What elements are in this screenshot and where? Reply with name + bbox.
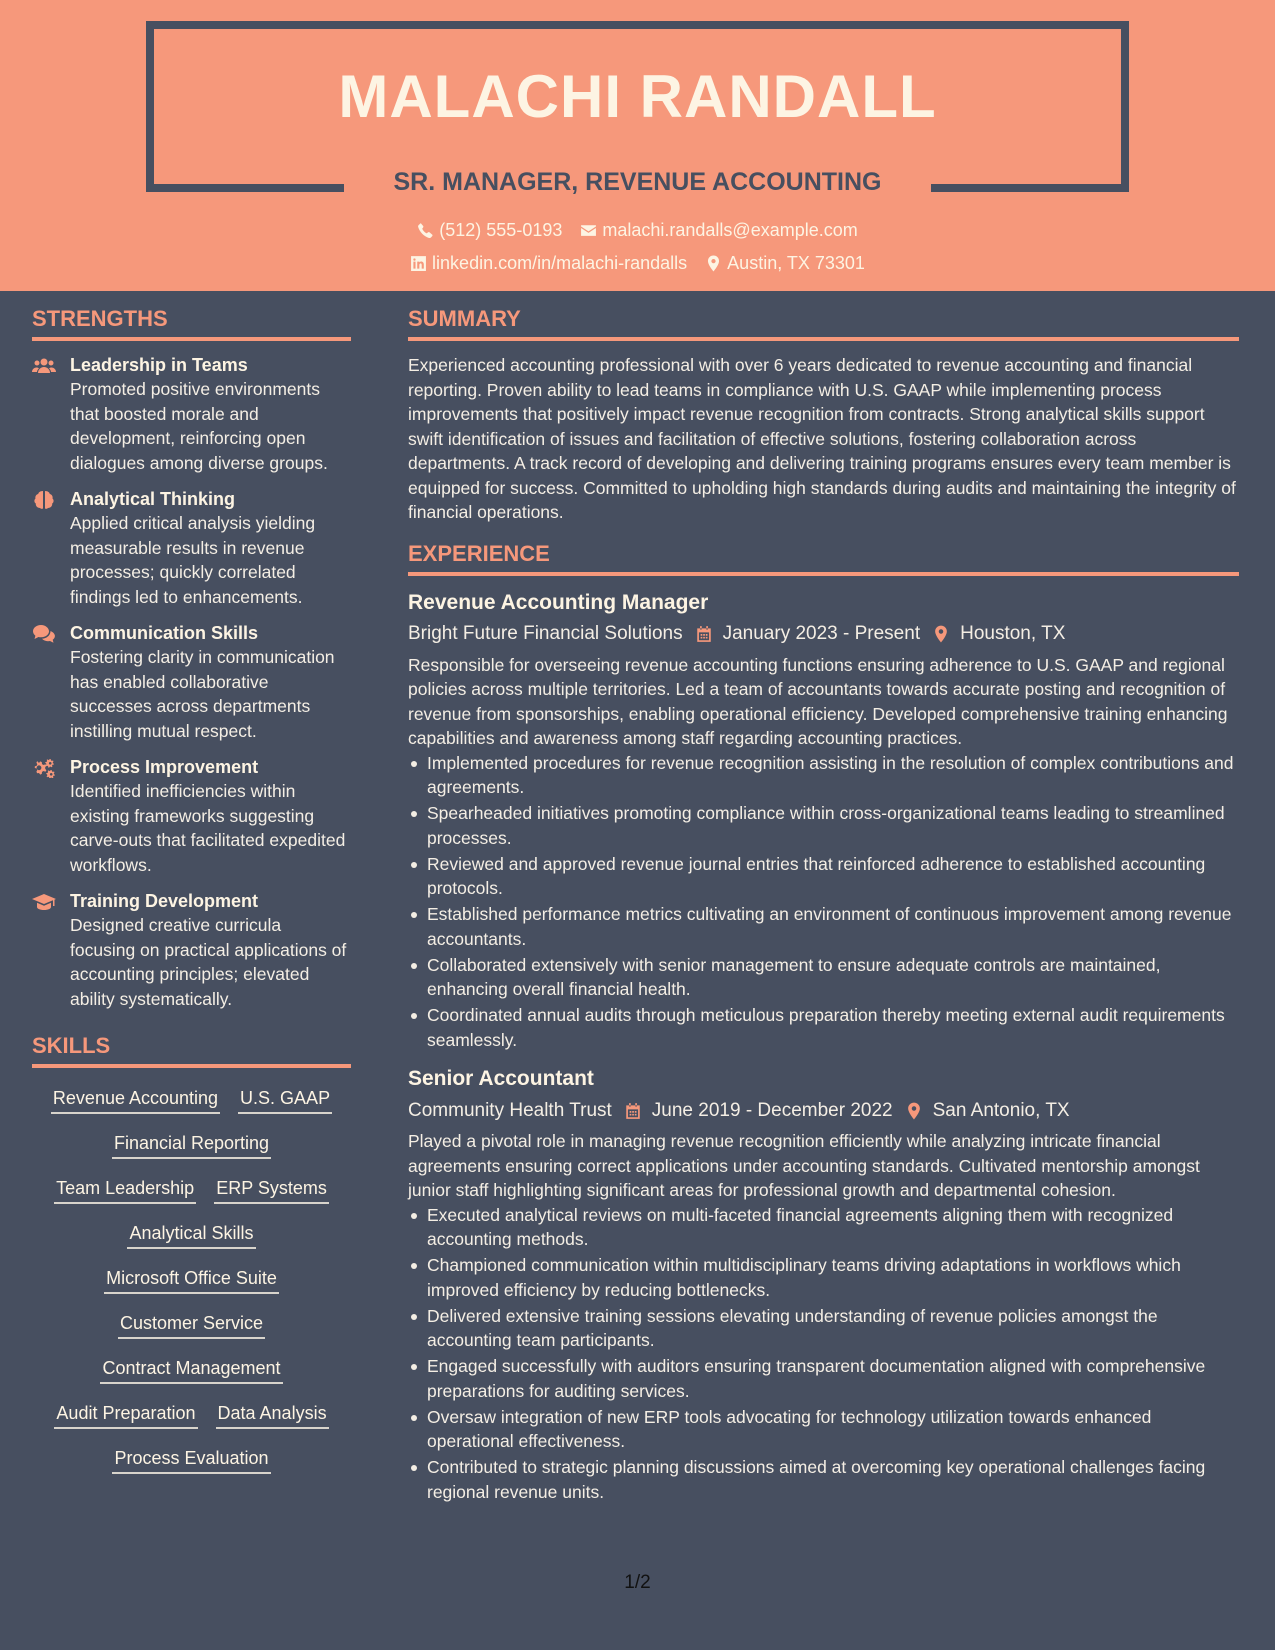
- job-meta: [408, 618, 1239, 651]
- skill-tag: U.S. GAAP: [238, 1086, 332, 1114]
- strength-heading: Leadership in Teams: [70, 355, 248, 375]
- strength-text: Identified inefficiencies within existing frameworks suggesting carve-outs that facilitated expedited workflows.: [70, 781, 346, 875]
- job-company: Bright Future Financial Solutions: [408, 623, 683, 644]
- job-bullet: Engaged successfully with auditors ensuring transparent documentation aligned with comprehensive preparations for auditing services.: [408, 1354, 1239, 1403]
- summary-text: Experienced accounting professional with over 6 years dedicated to revenue accounting and financial reporting. Proven ability to lead teams in compliance with U.S. GAAP while implementing process improvements that positively impact revenue recognition from contracts. Strong analytical skills support swift identification of issues and facilitation of effective solutions, fostering collaboration across departments. A track record of developing and delivering training programs ensures every team member is equipped for success. Committed to upholding high standards during audits and maintaining the integrity of financial operations.: [408, 355, 1236, 522]
- page-number: 1/2: [624, 1572, 651, 1593]
- job-bullets: [408, 1203, 1239, 1505]
- job-company: Community Health Trust: [408, 1099, 612, 1121]
- job-entry: [408, 1064, 1239, 1504]
- contact-email[interactable]: [580, 220, 857, 241]
- skills-list: [32, 1080, 351, 1491]
- job-bullet: Oversaw integration of new ERP tools advocating for technology utilization towards enhanced operational effectiveness.: [408, 1405, 1239, 1454]
- strength-item: [32, 889, 351, 1011]
- graduation-cap-icon: [32, 892, 56, 912]
- strength-item: [32, 487, 351, 609]
- skill-tag: Contract Management: [100, 1356, 282, 1384]
- candidate-name: MALACHI RANDALL: [338, 63, 937, 130]
- comments-icon: [32, 624, 56, 644]
- job-bullet: Executed analytical reviews on multi-faceted financial agreements aligning them with recognized accounting methods.: [408, 1203, 1239, 1252]
- job-description: Responsible for overseeing revenue accounting functions ensuring adherence to U.S. GAAP and regional policies across multiple territories. Led a team of accountants towards accurate posting and recognition of revenue from sponsorships, enabling operational efficiency. Developed comprehensive training enhancing capabilities and awareness among staff regarding accounting practices.: [408, 654, 1228, 748]
- job-location: Houston, TX: [960, 623, 1066, 644]
- job-bullet: Coordinated annual audits through meticulous preparation thereby meeting external audit requirements seamlessly.: [408, 1003, 1239, 1052]
- experience-heading: EXPERIENCE: [408, 541, 1239, 576]
- summary-heading: SUMMARY: [408, 306, 1239, 341]
- job-bullet: Collaborated extensively with senior management to ensure adequate controls are maintained, enhancing overall financial health.: [408, 953, 1239, 1002]
- strength-text: Promoted positive environments that boosted morale and development, reinforcing open dialogues among diverse groups.: [70, 379, 328, 473]
- map-marker-icon: [905, 1102, 923, 1120]
- strengths-heading: STRENGTHS: [32, 306, 351, 341]
- job-bullet: Spearheaded initiatives promoting compliance within cross-organizational teams leading to streamlined processes.: [408, 801, 1239, 850]
- email-text: malachi.randalls@example.com: [602, 220, 858, 240]
- map-marker-icon: [932, 625, 950, 643]
- contact-location: [705, 253, 865, 274]
- job-entry: [408, 588, 1239, 1053]
- skill-tag: Revenue Accounting: [51, 1086, 220, 1114]
- job-meta: [408, 1094, 1239, 1127]
- phone-text: (512) 555-0193: [439, 220, 563, 240]
- contact-row-2: [0, 253, 1275, 274]
- job-bullet: Reviewed and approved revenue journal entries that reinforced adherence to established accounting protocols.: [408, 852, 1239, 901]
- strength-item: [32, 353, 351, 475]
- strength-heading: Training Development: [70, 891, 259, 911]
- job-title: Senior Accountant: [408, 1067, 594, 1090]
- job-bullet: Championed communication within multidisciplinary teams driving adaptations in workflows which improved efficiency by reducing bottlenecks.: [408, 1253, 1239, 1302]
- strength-item: [32, 621, 351, 743]
- job-location: San Antonio, TX: [932, 1099, 1070, 1121]
- phone-icon: [417, 222, 434, 239]
- skills-section: [32, 1033, 351, 1491]
- envelope-icon: [580, 222, 597, 239]
- calendar-icon: [695, 625, 713, 643]
- candidate-title: SR. MANAGER, REVENUE ACCOUNTING: [393, 168, 882, 196]
- job-bullet: Contributed to strategic planning discussions aimed at overcoming key operational challenges facing regional revenue units.: [408, 1455, 1239, 1504]
- linkedin-text: linkedin.com/in/malachi-randalls: [432, 253, 688, 273]
- skill-tag: Customer Service: [118, 1311, 265, 1339]
- skill-tag: Audit Preparation: [54, 1401, 197, 1429]
- contact-linkedin[interactable]: [410, 253, 687, 274]
- skill-tag: Team Leadership: [54, 1176, 196, 1204]
- calendar-icon: [624, 1102, 642, 1120]
- job-title: Revenue Accounting Manager: [408, 590, 709, 614]
- job-bullet: Established performance metrics cultivating an environment of continuous improvement among revenue accountants.: [408, 902, 1239, 951]
- strength-item: [32, 755, 351, 877]
- job-bullet: Implemented procedures for revenue recognition assisting in the resolution of complex contributions and agreements.: [408, 751, 1239, 800]
- map-marker-icon: [705, 255, 722, 272]
- brain-icon: [32, 490, 56, 510]
- cogs-icon: [32, 758, 56, 778]
- strength-text: Applied critical analysis yielding measurable results in revenue processes; quickly correlated findings led to enhancements.: [70, 513, 316, 607]
- job-description: Played a pivotal role in managing revenue recognition efficiently while analyzing intricate financial agreements ensuring correct applications under accounting standards. Cultivated mentorship amongst junior staff highlighting significant areas for professional growth and departmental cohesion.: [408, 1131, 1200, 1200]
- job-bullet: Delivered extensive training sessions elevating understanding of revenue policies amongst the accounting team participants.: [408, 1304, 1239, 1353]
- skill-tag: Process Evaluation: [112, 1446, 270, 1474]
- skill-tag: Data Analysis: [216, 1401, 329, 1429]
- job-dates: June 2019 - December 2022: [651, 1099, 893, 1121]
- location-text: Austin, TX 73301: [727, 253, 865, 273]
- job-dates: January 2023 - Present: [722, 623, 921, 644]
- strength-heading: Communication Skills: [70, 623, 259, 643]
- contact-row: [0, 220, 1275, 241]
- users-icon: [32, 356, 56, 376]
- left-column: [32, 306, 351, 1491]
- contact-phone: [417, 220, 562, 241]
- skill-tag: Microsoft Office Suite: [104, 1266, 279, 1294]
- resume-header: [0, 0, 1275, 291]
- strength-text: Fostering clarity in communication has enabled collaborative successes across departments instilling mutual respect.: [70, 647, 335, 741]
- job-bullets: [408, 751, 1239, 1053]
- strength-heading: Process Improvement: [70, 757, 259, 777]
- right-column: [408, 306, 1239, 1516]
- skills-heading: SKILLS: [32, 1033, 351, 1068]
- linkedin-icon: [410, 255, 427, 272]
- skill-tag: ERP Systems: [214, 1176, 329, 1204]
- strength-heading: Analytical Thinking: [70, 489, 236, 509]
- strength-text: Designed creative curricula focusing on practical applications of accounting principles; elevated ability systematically.: [70, 915, 347, 1009]
- skill-tag: Financial Reporting: [112, 1131, 271, 1159]
- skill-tag: Analytical Skills: [127, 1221, 255, 1249]
